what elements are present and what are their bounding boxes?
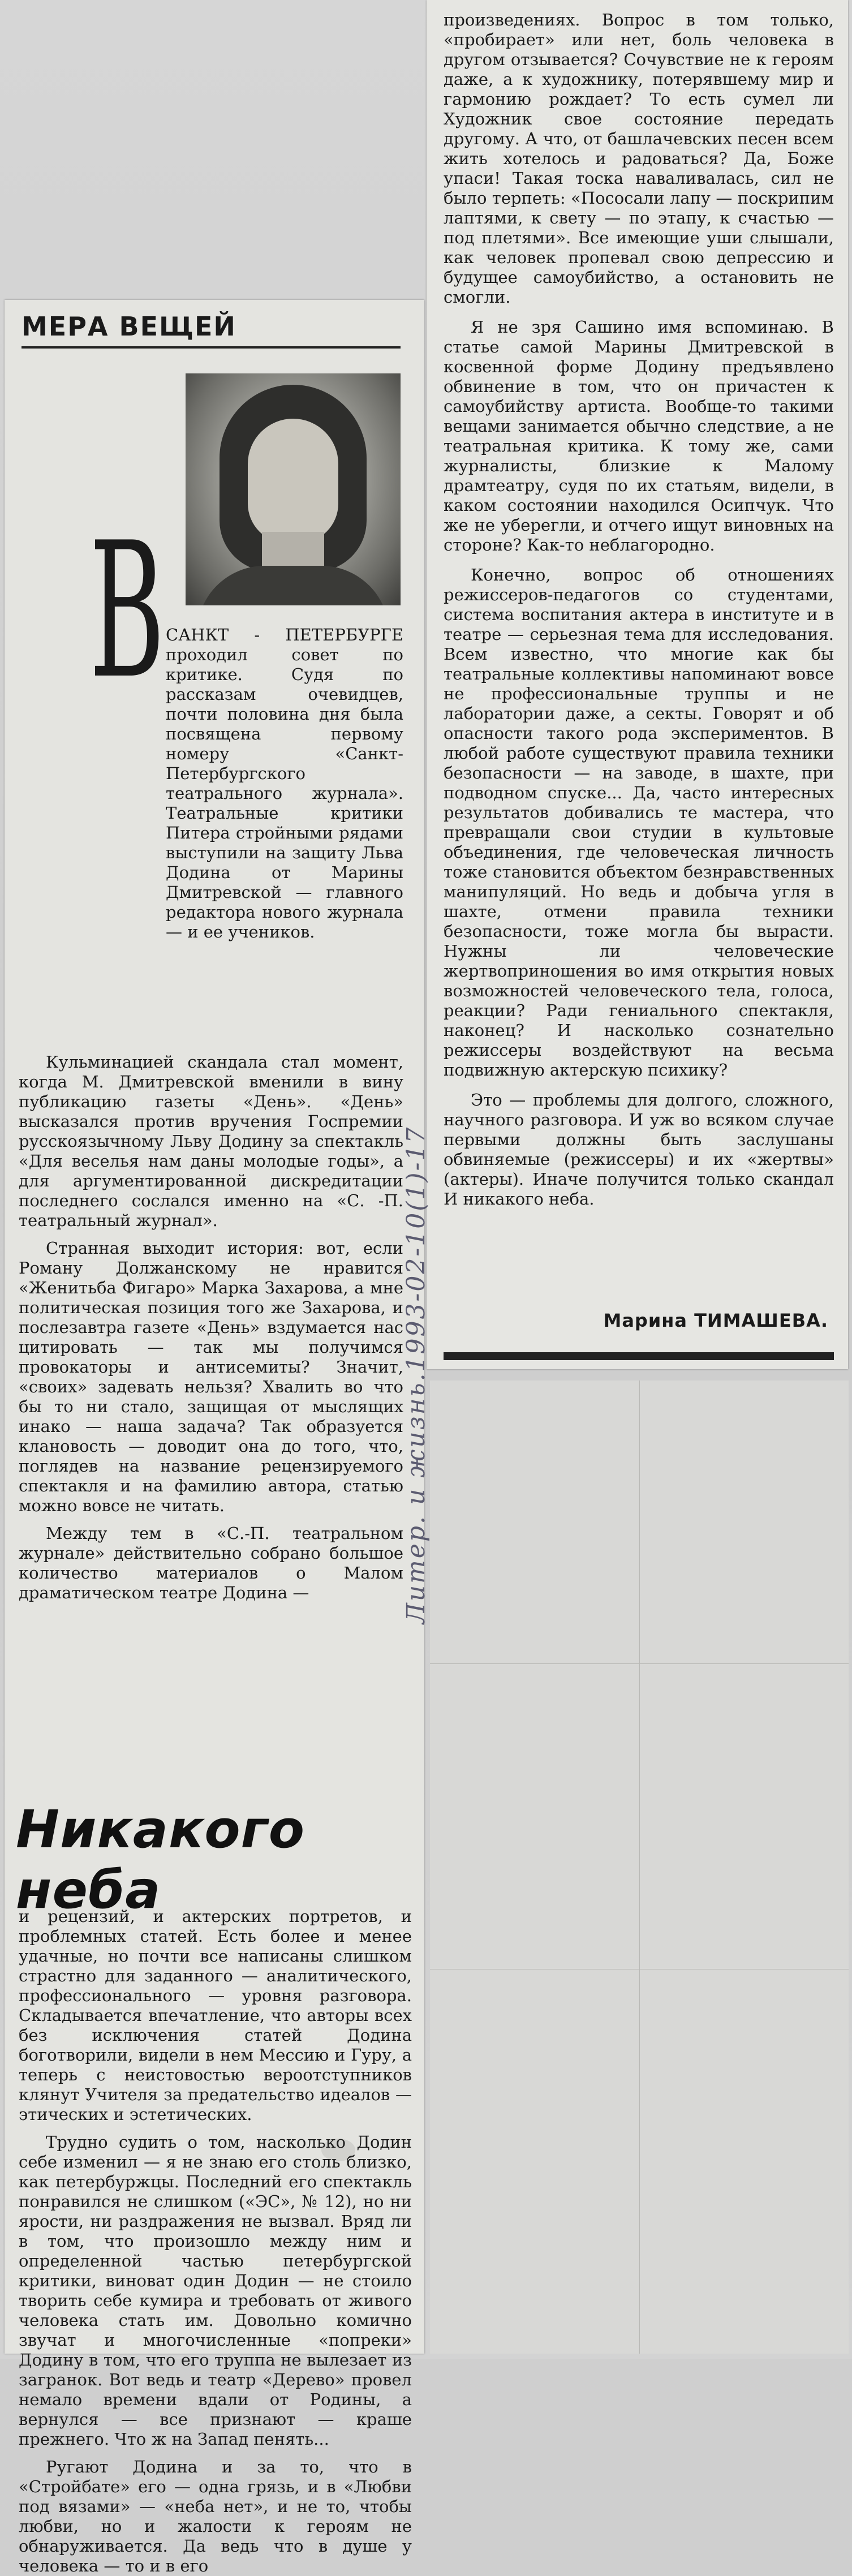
portrait-photo	[186, 373, 401, 605]
paragraph: произведениях. Вопрос в том только, «пробирает» или нет, боль человека в другом отзывается? Сочувствие не к героям даже, а к художнику, потерявшему мир и гармонию рождает? То есть сумел ли Художник свое состояние передать другому. А что, от башлачевских песен всем жить хотелось и радоваться? Да, Боже упаси! Такая тоска наваливалась, сил не было терпеть: «Пососали лапу — поскрипим лаптями, к свету — по этапу, к счастью — под плетями». Все имеющие уши слышали, как человек пропевал свою депрессию и будущее самоубийство, а остановить не смогли.	[444, 10, 834, 307]
paragraph: Трудно судить о том, насколько Додин себе изменил — я не знаю его столь близко, как петербуржцы. Последний его спектакль понравился не слишком («ЭС», № 12), но ни ярости, ни раздражения не вызвал. Вряд ли в том, что произошло между ним и определенной частью петербургской критики, виноват один Додин — не стоило творить себе кумира и требовать от живого человека стать им. Довольно комично звучат и многочисленные «попреки» Додину в том, что его труппа не вылезает из загранок. Вот ведь и театр «Дерево» провел немало времени вдали от Родины, а вернулся — все признают — краше прежнего. Что ж на Запад пенять...	[19, 2132, 412, 2449]
author-signature: Марина ТИМАШЕВА.	[603, 1310, 828, 1331]
right-column	[444, 10, 834, 1209]
drop-cap: В	[89, 502, 165, 720]
paragraph: Конечно, вопрос об отношениях режиссеров-педагогов со студентами, система воспитания актера в институте и в театре — серьезная тема для исследования. Всем известно, что многие как бы театральные коллективы напоминают вовсе не профессиональные труппы и не лаборатории даже, а секты. Говорят и об опасности такого рода экспериментов. В любой работе существуют правила техники безопасности — на заводе, в шахте, при подводном спуске... Да, часто интересных результатов добивались те мастера, что превращали свои студии в культовые объединения, где человеческая личность тоже становится объектом безнравственных манипуляций. Но ведь и добыча угля в шахте, отмени правила техники безопасности, тоже могла бы вырасти. Нужны ли человеческие жертвоприношения во имя открытия новых возможностей человеческого тела, голоса, реакции? Ради гениального спектакля, наконец? И насколько сознательно режиссеры воздействуют на весьма подвижную актерскую психику?	[444, 565, 834, 1080]
smudge	[321, 2139, 355, 2161]
rubric-heading: МЕРА ВЕЩЕЙ	[21, 311, 401, 349]
right-clipping	[427, 0, 848, 1369]
lower-column	[19, 1907, 412, 2576]
blank-paper	[430, 1381, 849, 2354]
paragraph: Ругают Додина и за то, что в «Стройбате» его — одна грязь, и в «Любви под вязами» — «неба нет», и не то, чтобы любви, но и жалости к героям не обнаруживается. Да ведь что в душе у человека — то и в его	[19, 2457, 412, 2575]
left-clipping	[5, 300, 431, 2575]
paragraph: Странная выходит история: вот, если Роману Должанскому не нравится «Женитьба Фигаро» Марка Захарова, а мне политическая позиция того же Захарова, и послезавтра газете «День» вздумается нас цитировать — так мы получимся провокаторы и антисемиты? Значит, «своих» задевать нельзя? Хвалить во что бы то ни стало, защищая от мыслящих инако — наша задача? Так образуется клановость — доводит она до того, что, поглядев на название рецензируемого спектакля и на фамилию автора, статью можно вовсе не читать.	[19, 1238, 403, 1515]
paper-fold	[639, 1381, 640, 2354]
paragraph: Кульминацией скандала стал момент, когда М. Дмитревской вменили в вину публикацию газеты «День». «День» высказался против вручения Госпремии русскоязычному Льву Додину за спектакль «Для веселья нам даны молодые годы», а для аргументированной дискредитации последнего сослался именно на «С. -П. театральный журнал».	[19, 1052, 403, 1230]
paragraph: Это — проблемы для долгого, сложного, научного разговора. И уж во всяком случае первыми должны быть заслушаны обвиняемые (режиссеры) и их «жертвы» (актеры). Иначе получится только скандал И никакого неба.	[444, 1090, 834, 1209]
handwritten-note: Литер. и жизнь.1993-02-10(1)-17	[402, 1125, 431, 1624]
paragraph: и рецензий, и актерских портретов, и проблемных статей. Есть более и менее удачные, но почти все написаны слишком страстно для заданного — аналитического, профессионального — уровня разговора. Складывается впечатление, что авторы всех без исключения статей Додина боготворили, видели в нем Мессию и Гуру, а теперь с неистовостью вероотступников клянут Учителя за предательство идеалов — этических и эстетических.	[19, 1907, 412, 2124]
intro-text	[166, 625, 403, 942]
paragraph: Между тем в «С.-П. театральном журнале» действительно собрано большое количество материалов о Малом драматическом театре Додина —	[19, 1524, 403, 1602]
paragraph: САНКТ - ПЕТЕРБУРГЕ проходил совет по критике. Судя по рассказам очевидцев, почти половина дня была посвящена первому номеру «Санкт-Петербургского театрального журнала». Театральные критики Питера стройными рядами выступили на защиту Льва Додина от Марины Дмитревской — главного редактора нового журнала — и ее учеников.	[166, 625, 403, 941]
paragraph: Я не зря Сашино имя вспоминаю. В статье самой Марины Дмитревской в косвенной форме Додину предъявлено обвинение в том, что он причастен к самоубийству артиста. Вообще-то такими вещами занимается обычно следствие, а не театральная критика. К тому же, сами журналисты, близкие к Малому драмтеатру, судя по их статьям, видели, в каком состоянии находился Осипчук. Что же не уберегли, и отчего ищут виновных на стороне? Как-то неблагородно.	[444, 317, 834, 554]
bottom-rule	[444, 1352, 834, 1360]
left-column	[19, 1052, 403, 1603]
headline: Никакого неба	[16, 1799, 305, 1920]
